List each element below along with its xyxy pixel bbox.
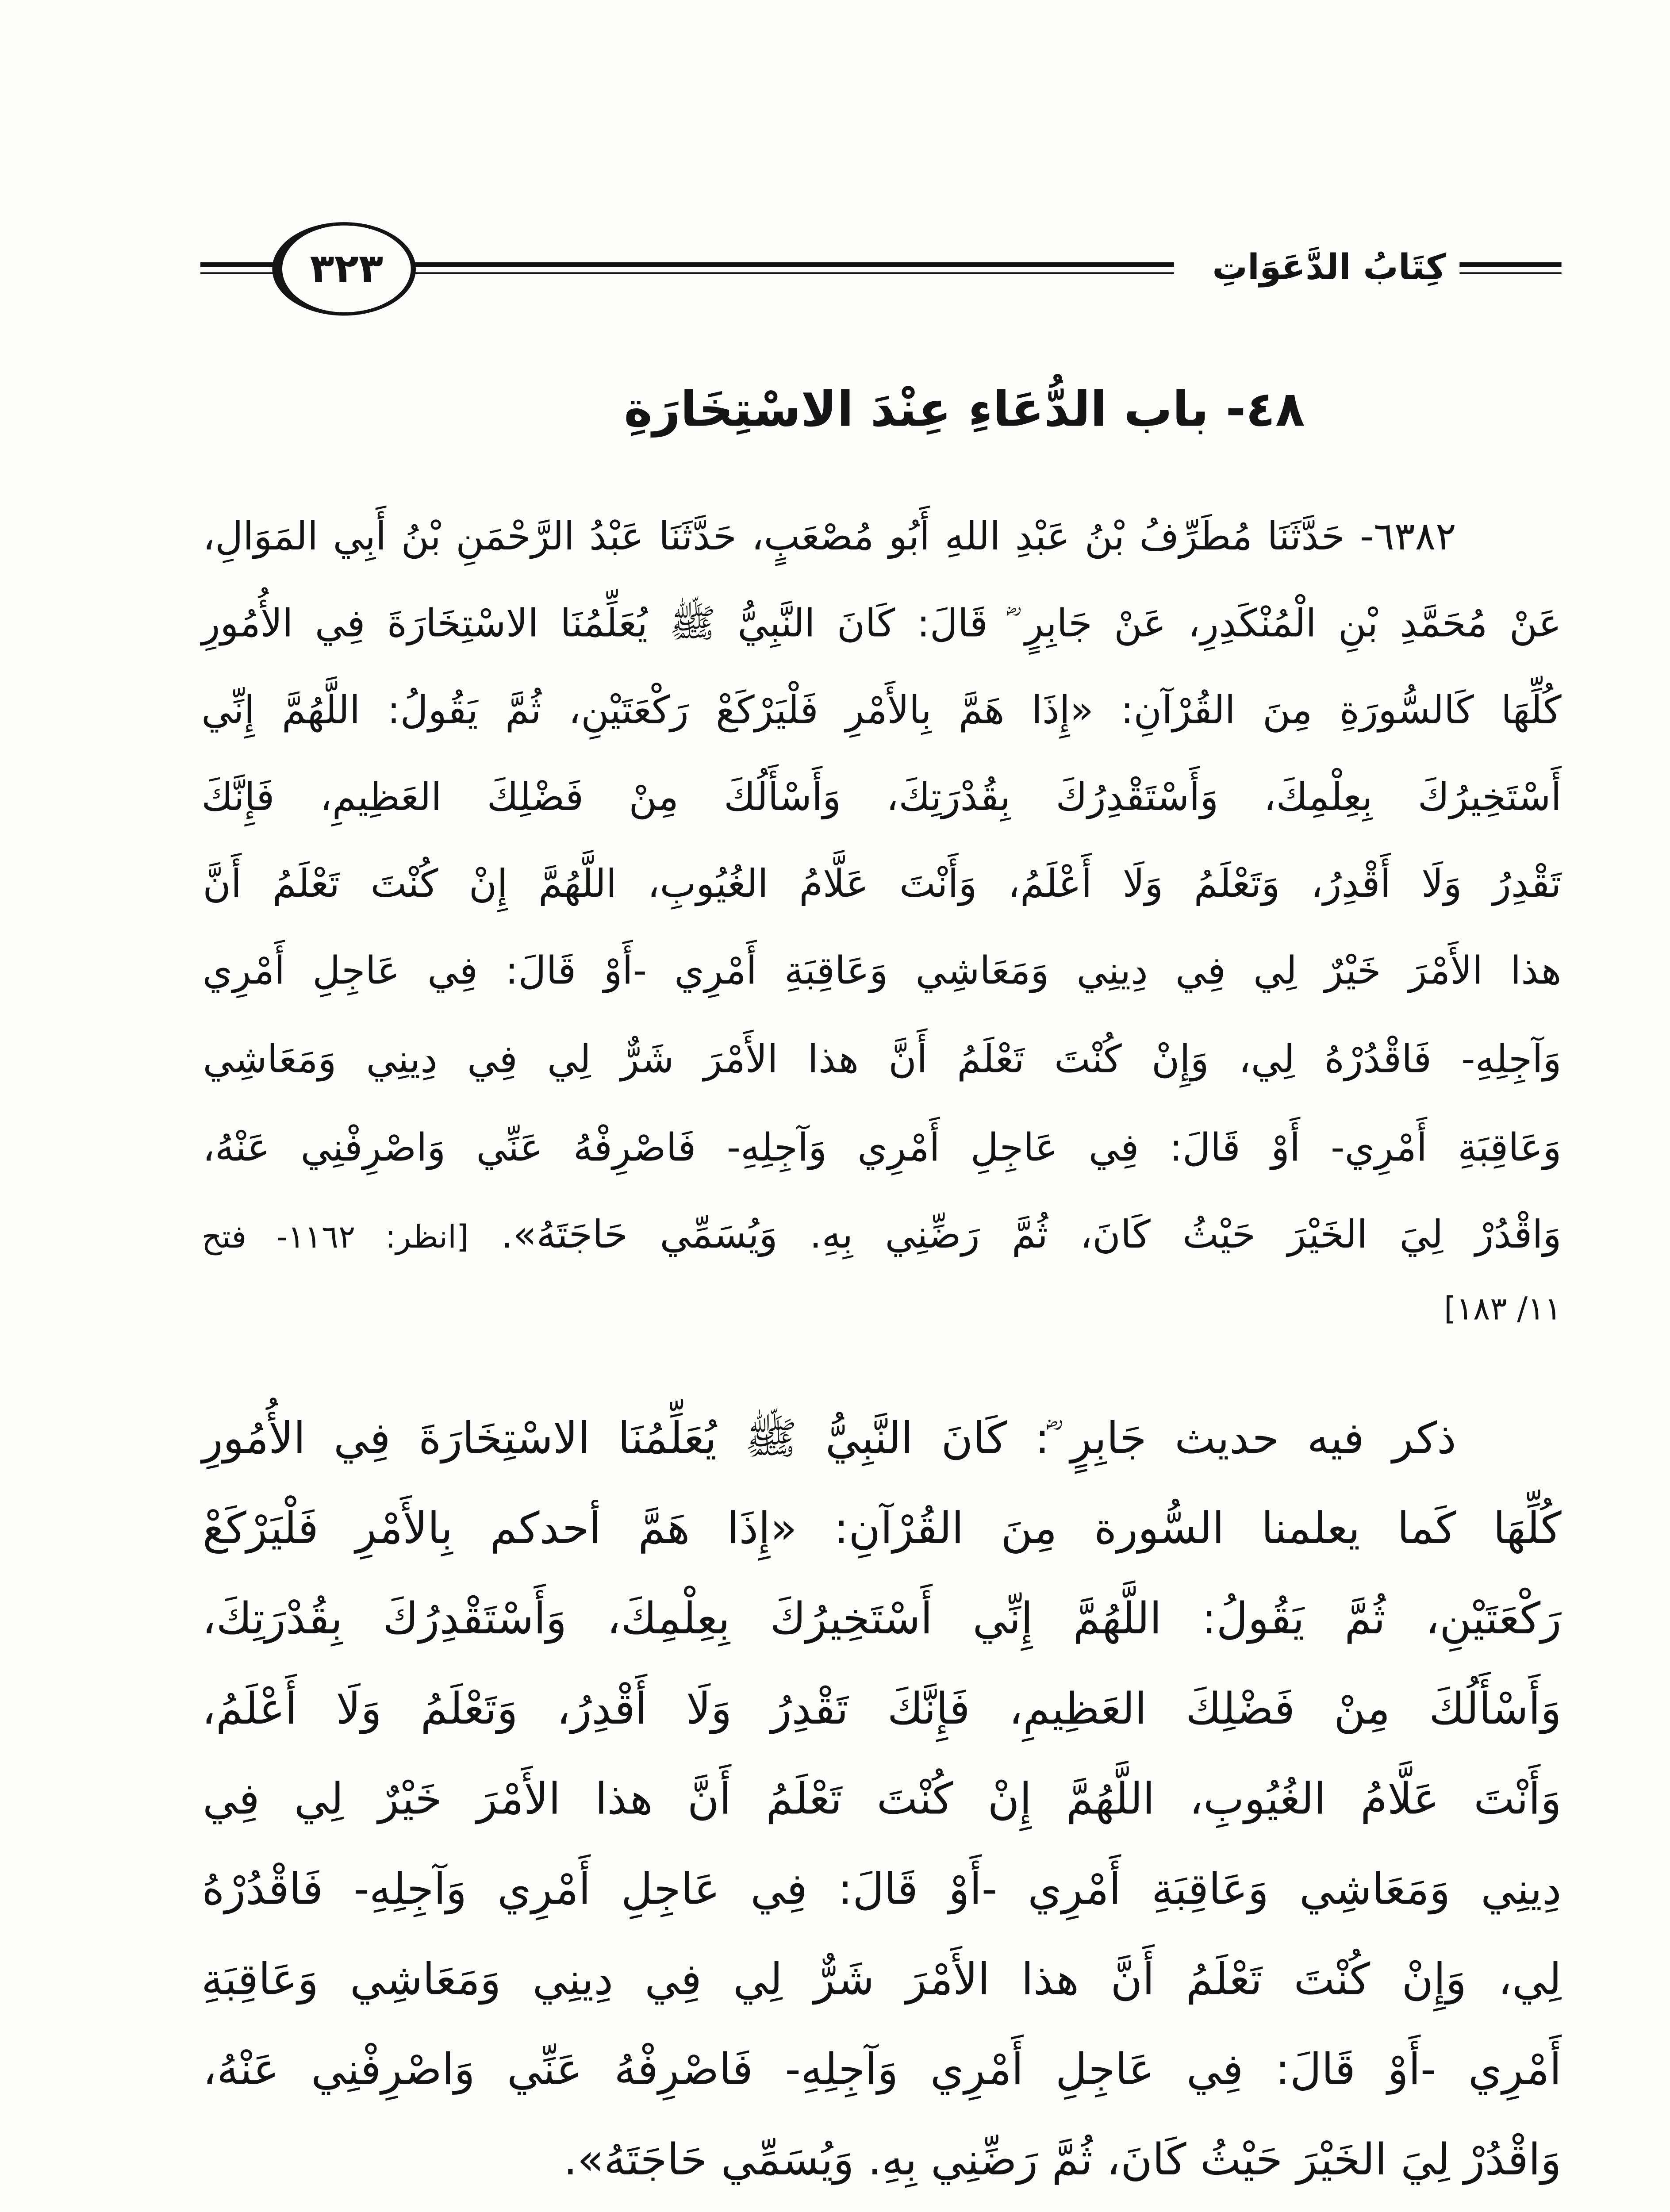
commentary-line (200, 1485, 1562, 1575)
hadith-line-text: وَعَاقِبَةِ أَمْرِي- أَوْ قَالَ: فِي عَاجِلِ أَمْرِي وَآجِلِهِ- فَاصْرِفْهُ عَنِّي وَاصْرِفْنِي عَنْهُ، (202, 1127, 1562, 1171)
commentary-line-text: لِي، وَإِنْ كُنْتَ تَعْلَمُ أَنَّ هذا الأَمْرَ شَرٌّ لِي فِي دِينِي وَمَعَاشِي وَعَاقِبَةِ (201, 1955, 1562, 2006)
hadith-line-text: كُلِّهَا كَالسُّورَةِ مِنَ القُرْآنِ: «إِذَا هَمَّ بِالأَمْرِ فَلْيَرْكَعْ رَكْعَتَيْنِ، ثُمَّ يَقُولُ: اللَّهُمَّ إِنِّي (201, 690, 1562, 733)
hadith-line (200, 933, 1562, 1010)
commentary-line-text: كُلِّهَا كَما يعلمنا السُّورة مِنَ القُرْآنِ: «إِذَا هَمَّ أحدكم بِالأَمْرِ فَلْيَرْكَعْ (202, 1505, 1562, 1555)
hadith-line (200, 760, 1562, 837)
hadith-reference: [انظر: ١١٦٢- فتح (201, 1219, 469, 1256)
commentary-line (200, 1845, 1562, 1936)
commentary-line (200, 2026, 1562, 2116)
commentary-line (200, 2116, 1562, 2206)
commentary-line-text: رَكْعَتَيْنِ، ثُمَّ يَقُولُ: اللَّهُمَّ إِنِّي أَسْتَخِيرُكَ بِعِلْمِكَ، وَأَسْتَقْدِرُكَ بِقُدْرَتِكَ، (202, 1595, 1562, 1645)
commentary-line (200, 1755, 1562, 1846)
hadith-line (200, 586, 1562, 663)
hadith-line-text: هذا الأَمْرَ خَيْرٌ لِي فِي دِينِي وَمَعَاشِي وَعَاقِبَةِ أَمْرِي -أَوْ قَالَ: فِي عَاجِلِ أَمْرِي (202, 950, 1562, 994)
commentary-line-text: ذكر فيه حديث جَابِرٍ ؓ: كَانَ النَّبِيُّ ﷺ يُعَلِّمُنَا الاسْتِخَارَةَ فِي الأُمُورِ (202, 1414, 1456, 1465)
commentary-line-text: وَأَسْأَلُكَ مِنْ فَضْلِكَ العَظِيمِ، فَإِنَّكَ تَقْدِرُ وَلَا أَقْدِرُ، وَتَعْلَمُ وَلَا أَعْلَمُ، (202, 1685, 1562, 1736)
commentary-line-text: وَأَنْتَ عَلَّامُ الغُيُوبِ، اللَّهُمَّ إِنْ كُنْتَ تَعْلَمُ أَنَّ هذا الأَمْرَ خَيْرٌ لِي فِي (203, 1775, 1562, 1826)
hadith-line-text: وَآجِلِهِ- فَاقْدُرْهُ لِي، وَإِنْ كُنْتَ تَعْلَمُ أَنَّ هذا الأَمْرَ شَرٌّ لِي فِي دِينِي وَمَعَاشِي (203, 1039, 1562, 1083)
hadith-line (200, 1022, 1562, 1099)
commentary-line (200, 1575, 1562, 1665)
hadith-line-text: أَسْتَخِيرُكَ بِعِلْمِكَ، وَأَسْتَقْدِرُكَ بِقُدْرَتِكَ، وَأَسْأَلُكَ مِنْ فَضْلِكَ العَظِيمِ، فَإِنَّكَ (201, 776, 1562, 820)
header-rule (411, 262, 1174, 274)
hadith-line (200, 1198, 1562, 1275)
hadith-reference-end: ١١/ ١٨٣] (1443, 1291, 1562, 1328)
commentary-line-text: أَمْرِي -أَوْ قَالَ: فِي عَاجِلِ أَمْرِي وَآجِلِهِ- فَاصْرِفْهُ عَنِّي وَاصْرِفْنِي عَنْهُ، (203, 2046, 1562, 2096)
hadith-line-group (202, 1198, 1562, 1276)
commentary-line-text: دِينِي وَمَعَاشِي وَعَاقِبَةِ أَمْرِي -أَوْ قَالَ: فِي عَاجِلِ أَمْرِي وَآجِلِهِ- فَاقْدُرْهُ (202, 1865, 1562, 1916)
section-title: ٤٨- باب الدُّعَاءِ عِنْدَ الاسْتِخَارَةِ (624, 380, 1305, 438)
page-number: ٣٢٣ (310, 245, 384, 292)
header-rule (200, 262, 277, 274)
hadith-line (200, 1110, 1562, 1187)
commentary-line (200, 1394, 1456, 1485)
header-rule (1459, 262, 1561, 274)
hadith-line (200, 499, 1456, 576)
page-number-oval (272, 222, 416, 315)
hadith-line (200, 847, 1562, 924)
commentary-line (200, 1936, 1562, 2026)
hadith-line-text: ٦٣٨٢- حَدَّثَنَا مُطَرِّفُ بْنُ عَبْدِ اللهِ أَبُو مُصْعَبٍ، حَدَّثَنَا عَبْدُ الرَّحْمَنِ بْنُ أَبِي المَوَالِ، (203, 516, 1456, 560)
hadith-line-text: عَنْ مُحَمَّدِ بْنِ الْمُنْكَدِرِ، عَنْ جَابِرٍ ؓ قَالَ: كَانَ النَّبِيُّ ﷺ يُعَلِّمُنَا الاسْتِخَارَةَ فِي الأُمُورِ (201, 603, 1562, 646)
hadith-line-text: تَقْدِرُ وَلَا أَقْدِرُ، وَتَعْلَمُ وَلَا أَعْلَمُ، وَأَنْتَ عَلَّامُ الغُيُوبِ، اللَّهُمَّ إِنْ كُنْتَ تَعْلَمُ أَنَّ (203, 863, 1562, 907)
commentary-line-text: وَاقْدُرْ لِيَ الخَيْرَ حَيْثُ كَانَ، ثُمَّ رَضِّنِي بِهِ. وَيُسَمِّي حَاجَتَهُ». (563, 2136, 1562, 2186)
commentary-line (200, 1665, 1562, 1755)
hadith-line-text: وَاقْدُرْ لِيَ الخَيْرَ حَيْثُ كَانَ، ثُمَّ رَضِّنِي بِهِ. وَيُسَمِّي حَاجَتَهُ». (500, 1214, 1562, 1258)
hadith-line (200, 673, 1562, 750)
chapter-title: كِتَابُ الدَّعَوَاتِ (1212, 247, 1447, 288)
hadith-line (200, 1269, 1562, 1346)
